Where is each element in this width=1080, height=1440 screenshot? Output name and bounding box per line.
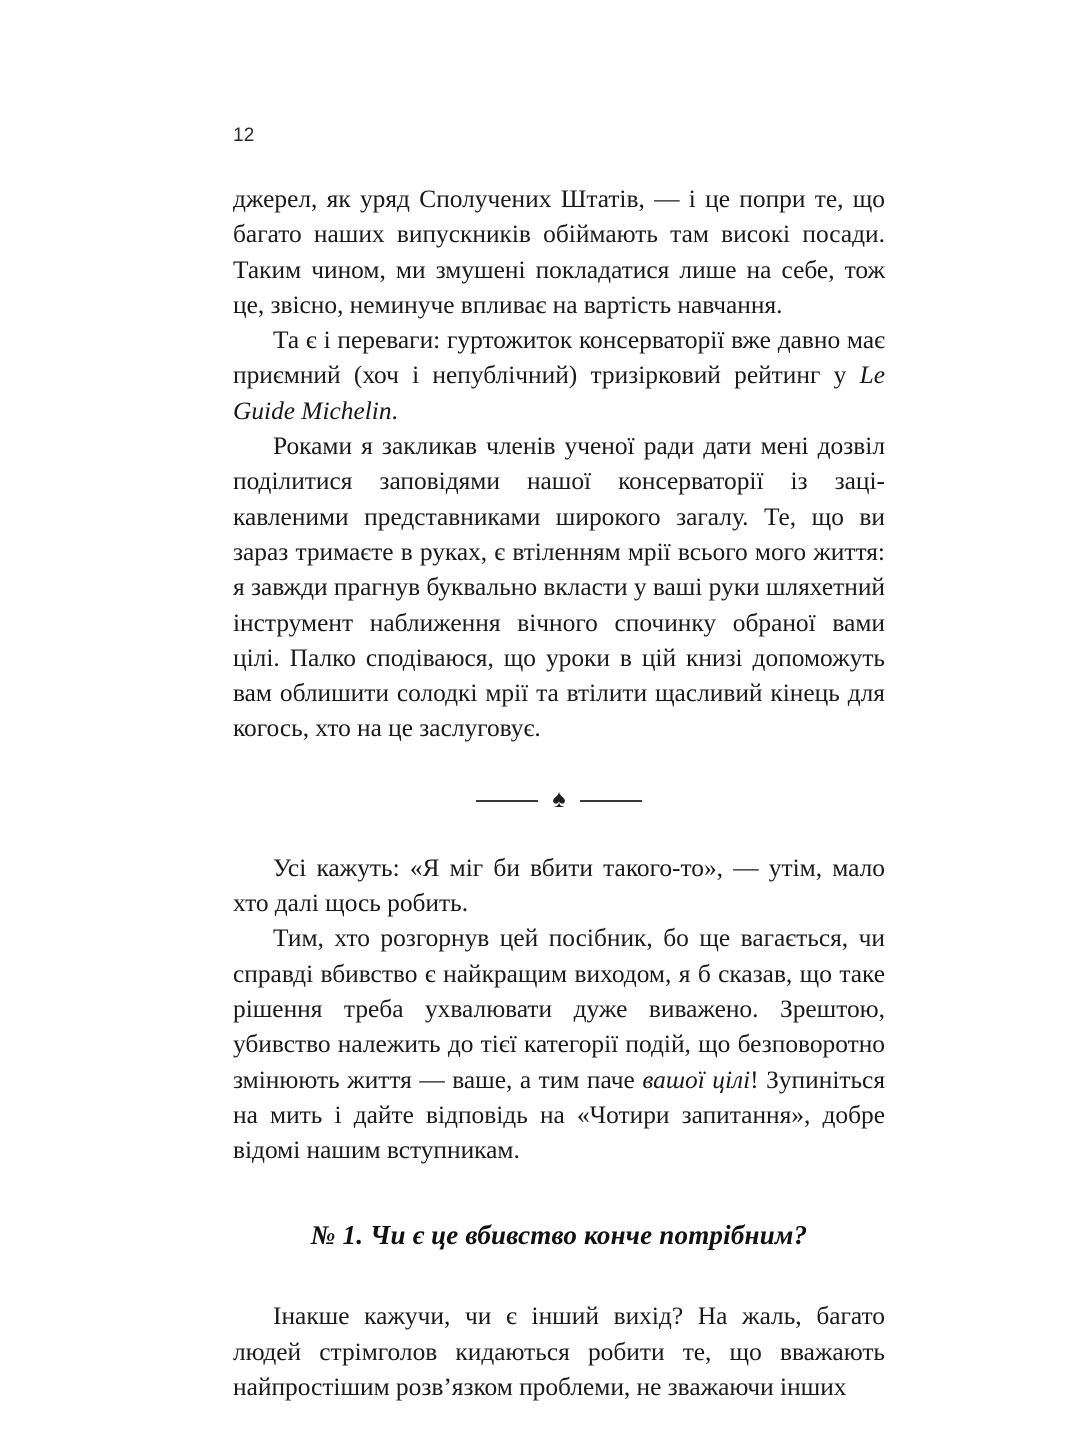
spade-suit-icon: ♠ [552, 786, 566, 814]
paragraph-text: Роками я закликав членів ученої ради дати мені дозвіл поділитися заповідями нашої консерваторії із зацікавленими представниками широкого загалу. Те, що ви зараз тримаєте в руках, є втіленням мрії всього мого життя: я завжди прагнув буквально вкласти у ваші руки шляхетний інструмент наближення вічного спочинку обраної вами цілі. Палко сподіваюся, що уроки в цій книзі допоможуть вам облишити солодкі мрії та втілити щасливий кінець для когось, хто на це заслуговує. [233, 432, 885, 743]
paragraph-text-lead: Та є і переваги: гуртожиток консерваторії вже давно має приємний (хоч і непублічний) тризірковий рейтинг у [233, 326, 885, 390]
ornamental-divider [233, 773, 885, 829]
paragraph-text-tail: ! Зупиніться на мить і дайте відповідь на «Чотири запитання», добре відомі нашим вступникам. [233, 1065, 885, 1165]
divider-rule-right [580, 800, 642, 802]
italic-title-le-guide-michelin: Le Guide Michelin [233, 361, 885, 425]
paragraph-text-lead: Тим, хто розгорнув цей посібник, бо ще вагається, чи справді вбивство є найкращим виходом, я б сказав, що таке рішення треба ухвалювати дуже виважено. Зрештою, убивство належить до тієї категорії подій, що безповоротно змінюють життя — ваше, а тим паче [233, 924, 885, 1094]
divider-spacer-bottom [233, 829, 885, 851]
paragraph-continued [233, 182, 885, 323]
paragraph-text: джерел, як уряд Сполучених Штатів, — і це попри те, що багато наших випускників обіймають там високі посади. Таким чином, ми змушені покладатися лише на себе, тож це, звісно, неминуче впливає на вартість навчання. [233, 185, 885, 319]
italic-phrase-your-target: вашої цілі [642, 1065, 751, 1094]
text-block [233, 182, 885, 1405]
paragraph-everyone-says [233, 851, 885, 922]
paragraph-those-who-opened [233, 921, 885, 1168]
paragraph-text: Інакше кажучи, чи є інший вихід? На жаль, багато людей стрімголов кидаються робити те, що вважають найпростішим розв’язком проблеми, не зважаючи інших [233, 1302, 885, 1402]
heading-spacer-bottom [233, 1253, 885, 1299]
divider-rule-left [476, 800, 538, 802]
divider-spacer-top [233, 747, 885, 773]
paragraph-text-tail: . [391, 396, 398, 425]
page-number: 12 [233, 125, 255, 146]
paragraph-advantages [233, 323, 885, 429]
heading-spacer-top [233, 1168, 885, 1217]
paragraph-years [233, 429, 885, 747]
section-heading-question-one: № 1. Чи є це вбивство конче потрібним? [310, 1220, 808, 1251]
paragraph-text: Усі кажуть: «Я міг би вбити такого-то», — утім, мало хто далі щось робить. [233, 853, 885, 918]
paragraph-in-other-words [233, 1299, 885, 1405]
